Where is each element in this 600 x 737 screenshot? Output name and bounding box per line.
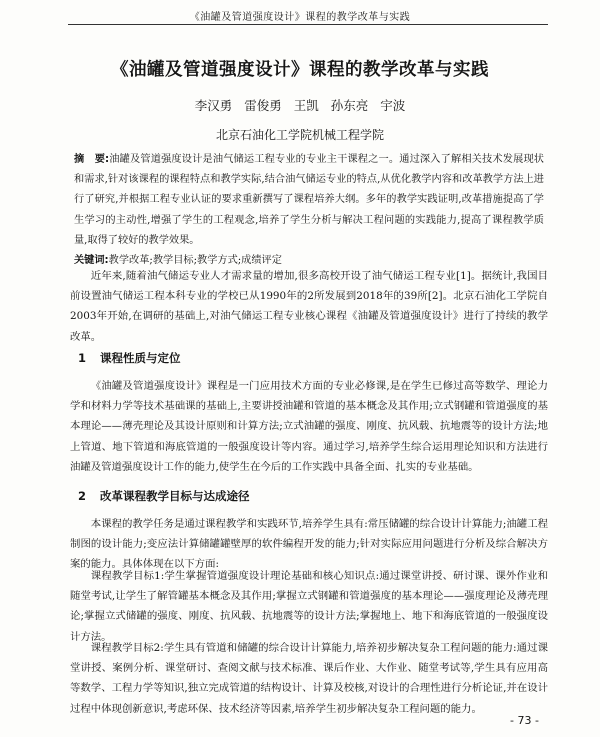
affiliation: 北京石油化工学院机械工程学院 — [215, 128, 384, 142]
keywords-text: 教学改革;教学目标;教学方式;成绩评定 — [108, 255, 282, 266]
section-1-paragraph: 《油罐及管道强度设计》课程是一门应用技术方面的专业必修课,是在学生已修过高等数学、理论力学和材料力学等技术基础课的基础上,主要讲授油罐和管道的基本概念及其作用;立式钢罐和管道强度的基本理论——薄壳理论及其设计原则和计算方法;立式油罐的强度、刚度、抗风载、抗地震等的设计方法;地上管道、地下管道和海底管道的一般强度设计等内容。通过学习,培养学生综合运用理论知识和方法进行油罐及管道强度设计工作的能力,使学生在今后的工作实践中具备全面、扎实的专业基础。 — [70, 380, 548, 473]
intro-paragraph: 近年来,随着油气储运专业人才需求量的增加,很多高校开设了油气储运工程专业[1]。据统计,我国目前设置油气储运工程本科专业的学校已从1990年的2所发展到2018年的39所[2]。北京石油化工学院自2003年开始,在调研的基础上,对油气储运工程专业核心课程《油罐及管道强度设计》进行了持续的教学改革。 — [70, 270, 548, 343]
header-rule — [68, 24, 548, 25]
keywords-label: 关键词: — [74, 255, 109, 266]
section-1-title: 课程性质与定位 — [100, 351, 181, 365]
running-header: 《油罐及管道强度设计》课程的教学改革与实践 — [189, 12, 411, 23]
abstract-label: 摘 要: — [74, 154, 110, 165]
section-2-heading — [78, 488, 250, 504]
paper-title: 《油罐及管道强度设计》课程的教学改革与实践 — [111, 60, 489, 80]
abstract-text: 油罐及管道强度设计是油气储运工程专业的专业主干课程之一。通过深入了解相关技术发展现状和需求,针对该课程的课程特点和教学实际,结合油气储运专业的特点,从优化教学内容和改革教学方法上进行了研究,并根据工程专业认证的要求重新撰写了课程培养大纲。多年的教学实践证明,改革措施提高了学生学习的主动性,增强了学生的工程观念,培养了学生分析与解决工程问题的实践能力,提高了课程教学质量,取得了较好的教学效果。 — [74, 154, 544, 246]
section-1-number: 1 — [78, 351, 87, 365]
section-1-heading — [78, 350, 181, 366]
page-number: - 73 - — [510, 714, 539, 727]
authors: 李汉勇 雷俊勇 王凯 孙东亮 宇波 — [194, 98, 406, 113]
section-2-objective-1: 课程教学目标1:学生掌握管道强度设计理论基础和核心知识点:通过课堂讲授、研讨课、课外作业和随堂考试,让学生了解管罐基本概念及其作用;掌握立式钢罐和管道强度的基本理论——强度理论及薄壳理论;掌握立式储罐的强度、刚度、抗风载、抗地震等的设计方法;掌握地上、地下和海底管道的一般强度设计方法。 — [70, 570, 548, 643]
section-2-title: 改革课程教学目标与达成途径 — [100, 489, 250, 503]
section-2-paragraph: 本课程的教学任务是通过课程教学和实践环节,培养学生具有:常压储罐的综合设计计算能力;油罐工程制图的设计能力;变应法计算储罐罐壁厚的软件编程开发的能力;针对实际应用问题进行分析及综合解决方案的能力。具体体现在以下方面: — [70, 518, 548, 571]
abstract — [74, 150, 544, 251]
section-2-number: 2 — [78, 489, 87, 503]
section-2-objective-2: 课程教学目标2:学生具有管道和储罐的综合设计计算能力,培养初步解决复杂工程问题的能力:通过课堂讲授、案例分析、课堂研讨、查阅文献与技术标准、课后作业、大作业、随堂考试等,学生具有应用高等数学、工程力学等知识,独立完成管道的结构设计、计算及校核,对设计的合理性进行分析论证,并在设计过程中体现创新意识,考虑环保、技术经济等因素,培养学生初步解决复杂工程问题的能力。 — [70, 642, 548, 715]
